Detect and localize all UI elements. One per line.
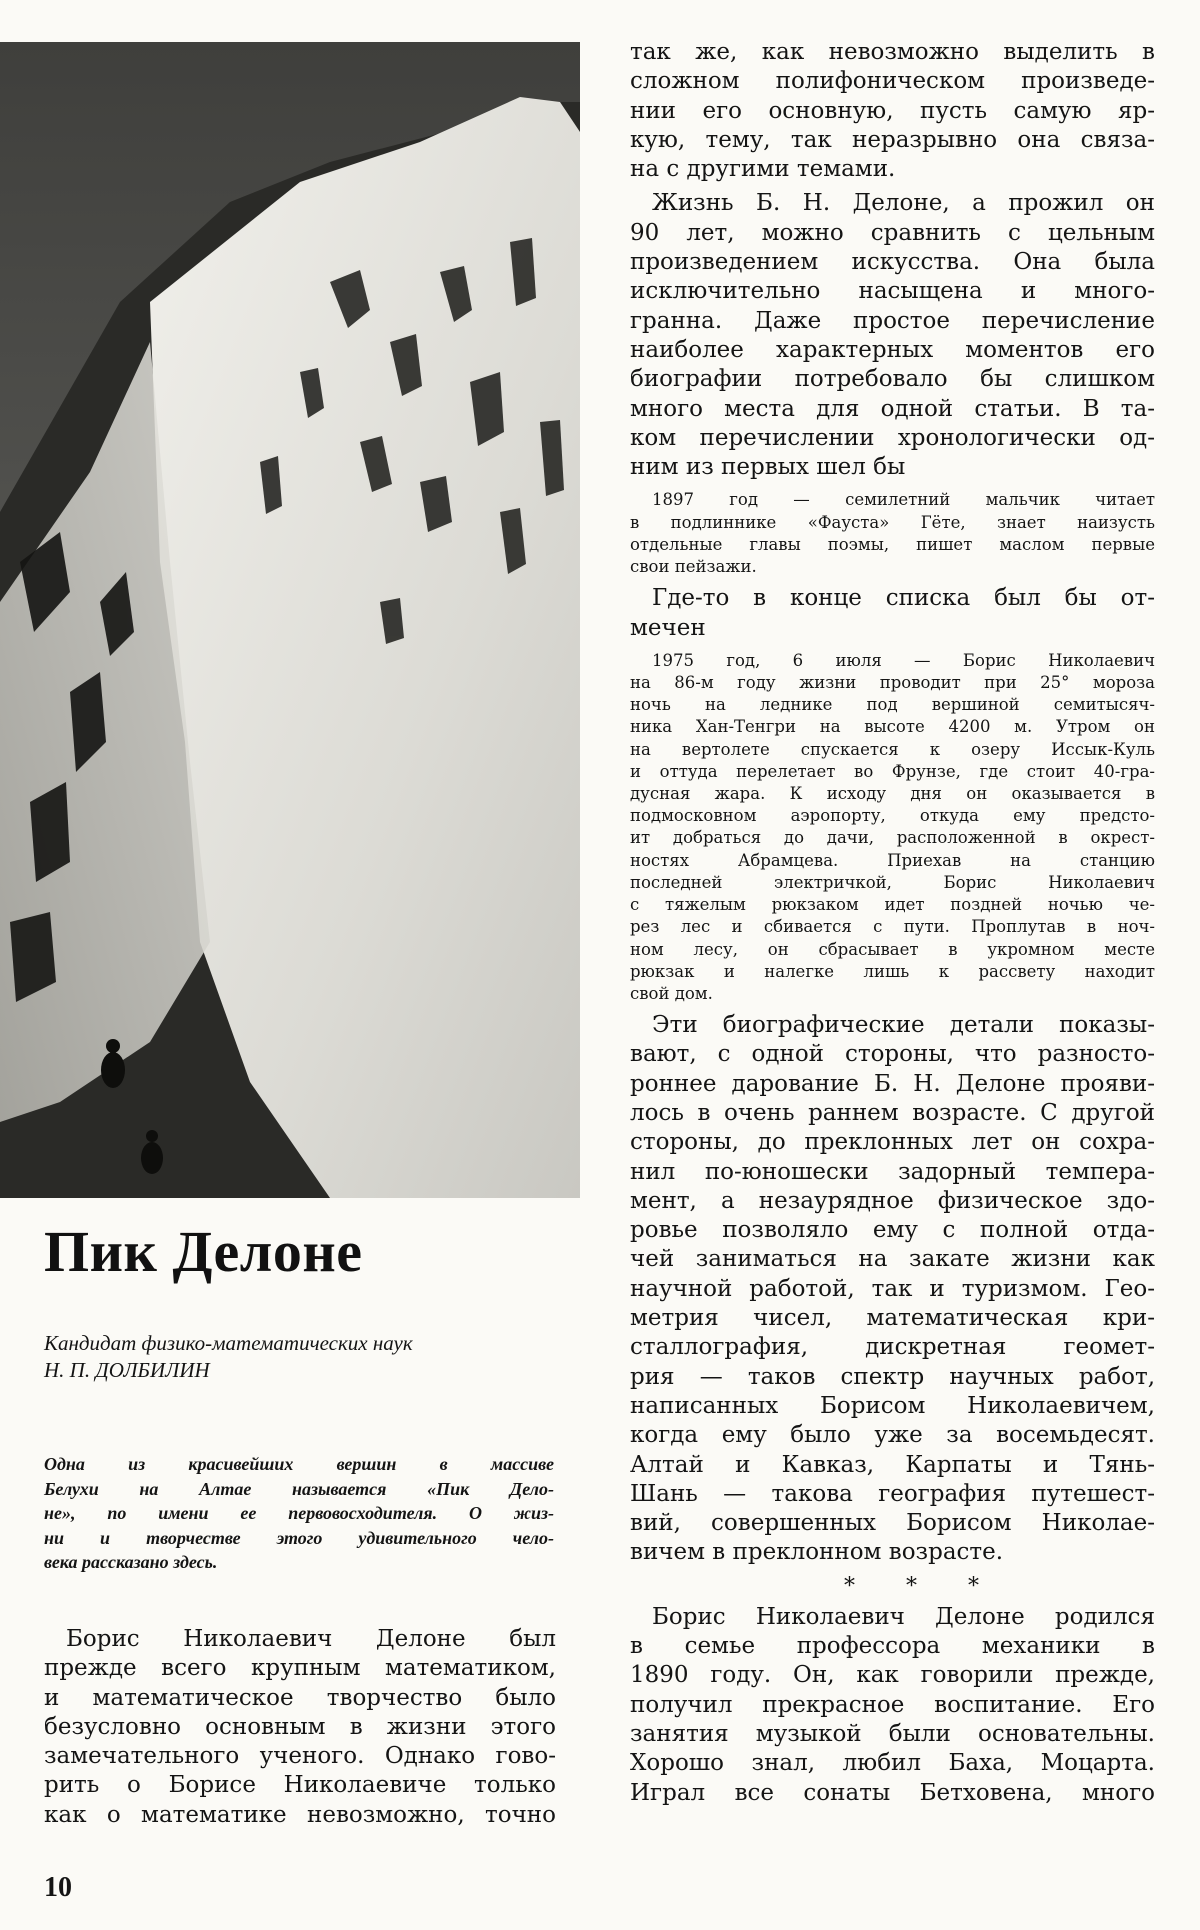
note-line: ном лесу, он сбрасывает в укромном месте bbox=[630, 939, 1155, 959]
note-line: ника Хан-Тенгри на высоте 4200 м. Утром он bbox=[630, 717, 1155, 737]
text-line: занятия музыкой были основательны. bbox=[630, 1720, 1155, 1747]
text-line: замечательного ученого. Однако гово- bbox=[44, 1743, 556, 1770]
paragraph-5 bbox=[630, 1603, 1155, 1808]
note-line: дусная жара. К исходу дня он оказывается в bbox=[630, 784, 1155, 804]
text-line: ним из первых шел бы bbox=[630, 454, 906, 481]
text-line: наиболее характерных моментов его bbox=[630, 336, 1155, 363]
text-line: исключительно насыщена и много- bbox=[630, 278, 1155, 305]
text-line: мент, а незаурядное физическое здо- bbox=[630, 1187, 1155, 1214]
text-line: нил по-юношески задорный темпера- bbox=[630, 1158, 1155, 1185]
mountain-photo-svg bbox=[0, 42, 580, 1198]
lead-line: Белухи на Алтае называется «Пик Дело- bbox=[44, 1478, 554, 1499]
text-line: метрия чисел, математическая кри- bbox=[630, 1305, 1155, 1332]
note-line: с тяжелым рюкзаком идет поздней ночью че- bbox=[630, 895, 1155, 915]
note-line: на 86-м году жизни проводит при 25° мороза bbox=[630, 673, 1155, 693]
text-line: мечен bbox=[630, 614, 706, 641]
note-line: ит добраться до дачи, расположенной в окрест- bbox=[630, 828, 1155, 848]
text-line: стороны, до преклонных лет он сохра- bbox=[630, 1129, 1155, 1156]
text-line: вий, совершенных Борисом Николае- bbox=[630, 1510, 1155, 1537]
text-line: Жизнь Б. Н. Делоне, а прожил он bbox=[652, 190, 1155, 217]
text-line: и математическое творчество было bbox=[44, 1684, 556, 1711]
text-line: на с другими темами. bbox=[630, 156, 896, 183]
text-line: много места для одной статьи. В та- bbox=[630, 395, 1155, 422]
text-line: гранна. Даже простое перечисление bbox=[630, 307, 1155, 334]
lead-line: Одна из красивейших вершин в массиве bbox=[44, 1454, 554, 1474]
text-line: когда ему было уже за восемьдесят. bbox=[630, 1422, 1155, 1449]
author-block bbox=[44, 1330, 564, 1384]
text-line: Борис Николаевич Делоне был bbox=[66, 1626, 556, 1652]
note-line: 1975 год, 6 июля — Борис Николаевич bbox=[652, 650, 1155, 670]
paragraph-3 bbox=[630, 584, 1155, 643]
text-line: ком перечислении хронологически од- bbox=[630, 424, 1155, 451]
text-line: Алтай и Кавказ, Карпаты и Тянь- bbox=[630, 1451, 1155, 1478]
note-line: подмосковном аэропорту, откуда ему предсто- bbox=[630, 806, 1155, 826]
text-line: как о математике невозможно, точно bbox=[44, 1801, 556, 1828]
page-number: 10 bbox=[44, 1872, 72, 1903]
text-line: сталлография, дискретная геомет- bbox=[630, 1334, 1155, 1361]
note-line: последней электричкой, Борис Николаевич bbox=[630, 872, 1155, 892]
text-line: написанных Борисом Николаевичем, bbox=[630, 1392, 1155, 1419]
text-line: так же, как невозможно выделить в bbox=[630, 39, 1155, 65]
left-body-paragraph bbox=[44, 1625, 556, 1830]
text-line: лось в очень раннем возрасте. С другой bbox=[630, 1100, 1155, 1126]
text-line: вичем в преклонном возрасте. bbox=[630, 1539, 1004, 1566]
mountain-photo bbox=[0, 42, 580, 1198]
lead-line: века рассказано здесь. bbox=[44, 1552, 218, 1572]
text-line: Шань — такова география путешест- bbox=[630, 1480, 1155, 1507]
article-title: Пик Делоне bbox=[44, 1219, 363, 1284]
note-1897 bbox=[630, 489, 1155, 578]
note-line: рюкзак и налегке лишь к рассвету находит bbox=[630, 961, 1155, 981]
note-line: рез лес и сбивается с пути. Проплутав в ноч- bbox=[630, 917, 1155, 937]
text-line: вают, с одной стороны, что разносто- bbox=[630, 1041, 1155, 1068]
right-column bbox=[630, 38, 1155, 1808]
note-line: ночь на леднике под вершиной семитысяч- bbox=[630, 695, 1155, 715]
text-line: Играл все сонаты Бетховена, много bbox=[630, 1779, 1155, 1806]
text-line: Борис Николаевич Делоне родился bbox=[652, 1603, 1155, 1630]
author-name: Н. П. ДОЛБИЛИН bbox=[44, 1358, 210, 1382]
text-line: 1890 году. Он, как говорили прежде, bbox=[630, 1662, 1155, 1689]
text-line: произведением искусства. Она была bbox=[630, 249, 1155, 276]
note-line: 1897 год — семилетний мальчик читает bbox=[652, 490, 1155, 510]
note-line: свой дом. bbox=[630, 983, 713, 1003]
text-line: нии его основную, пусть самую яр- bbox=[630, 97, 1155, 124]
text-line: рить о Борисе Николаевиче только bbox=[44, 1772, 556, 1799]
text-line: рия — таков спектр научных работ, bbox=[630, 1363, 1155, 1390]
text-line: прежде всего крупным математиком, bbox=[44, 1655, 556, 1682]
note-line: ностях Абрамцева. Приехав на станцию bbox=[630, 850, 1155, 870]
text-line: 90 лет, можно сравнить с цельным bbox=[630, 219, 1155, 246]
text-line: Эти биографические детали показы- bbox=[652, 1012, 1155, 1039]
text-line: получил прекрасное воспитание. Его bbox=[630, 1691, 1155, 1718]
note-line: на вертолете спускается к озеру Иссык-Куль bbox=[630, 739, 1155, 759]
note-line: свои пейзажи. bbox=[630, 557, 757, 577]
text-line: безусловно основным в жизни этого bbox=[44, 1713, 556, 1740]
text-line: Хорошо знал, любил Баха, Моцарта. bbox=[630, 1750, 1155, 1777]
author-degree: Кандидат физико-математических наук bbox=[44, 1331, 413, 1355]
note-line: отдельные главы поэмы, пишет маслом первые bbox=[630, 534, 1155, 554]
text-line: сложном полифоническом произведе- bbox=[630, 68, 1155, 95]
text-line: научной работой, так и туризмом. Гео- bbox=[630, 1275, 1155, 1302]
lead-paragraph bbox=[44, 1452, 554, 1575]
text-line: ровье позволяло ему с полной отда- bbox=[630, 1217, 1155, 1244]
lead-line: не», по имени ее первовосходителя. О жиз- bbox=[44, 1503, 554, 1523]
text-line: чей заниматься на закате жизни как bbox=[630, 1246, 1155, 1273]
paragraph-1 bbox=[630, 38, 1155, 184]
text-line: кую, тему, так неразрывно она связа- bbox=[630, 126, 1155, 153]
note-line: и оттуда перелетает во Фрунзе, где стоит 40-гра- bbox=[630, 761, 1155, 781]
text-line: роннее дарование Б. Н. Делоне прояви- bbox=[630, 1070, 1155, 1097]
note-line: в подлиннике «Фауста» Гёте, знает наизусть bbox=[630, 512, 1155, 532]
paragraph-2 bbox=[630, 189, 1155, 482]
lead-line: ни и творчестве этого удивительного чело- bbox=[44, 1527, 554, 1548]
text-line: в семье профессора механики в bbox=[630, 1633, 1155, 1660]
section-separator: * * * bbox=[844, 1573, 1001, 1599]
text-line: Где-то в конце списка был бы от- bbox=[652, 585, 1155, 612]
note-1975 bbox=[630, 650, 1155, 1005]
text-line: биографии потребовало бы слишком bbox=[630, 366, 1155, 393]
paragraph-4 bbox=[630, 1011, 1155, 1568]
